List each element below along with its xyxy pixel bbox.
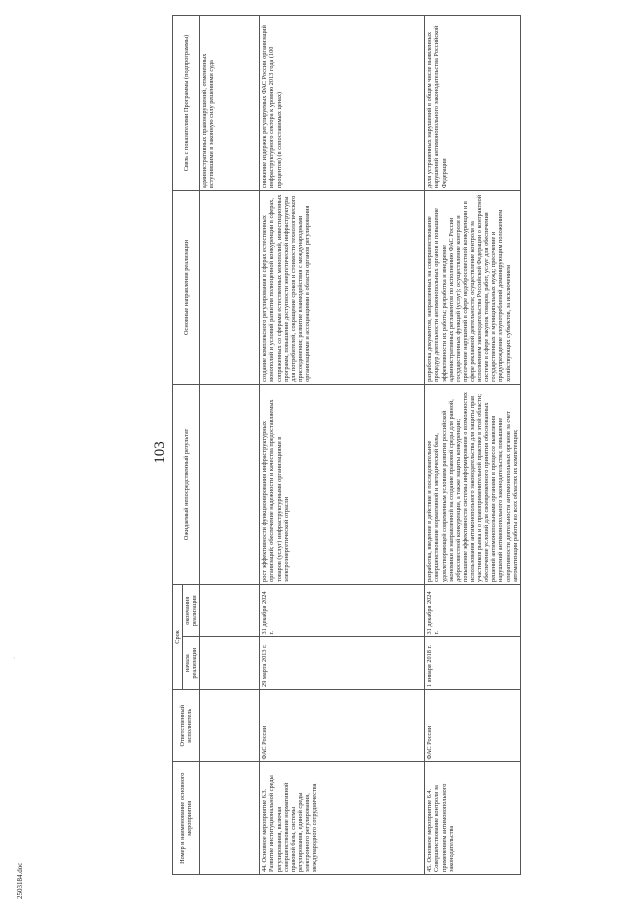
row-directions: создание комплексного регулирования в сферах естественных монополий и условий развития полноценной конкуренции в сферах, сопряженных со сферами естественных монополий, инвестиционных программ, повышение доступности энергетической инфраструктуры для потребителей, сокращение сроков и стоимости технологического присоединения; развитие взаимодействия с международными организациями и ассоциациями в области органов регулирования bbox=[260, 191, 425, 385]
table-row bbox=[260, 16, 425, 875]
header-row bbox=[173, 16, 183, 875]
scan-mark: · bbox=[12, 657, 18, 659]
header-end: окончания реализации bbox=[183, 584, 200, 637]
row-result: разработка, введение в действие и последовательное совершенствование нормативной и методической базы, удовлетворяющей современным условиям развития российской экономики и направленной на создание правовой среды для равной, добросовестной конкуренции, а также защиты конкуренции; повышение эффективности системы информирования о возможностях использования антимонопольного законодательства для защиты прав участников рынка и о правоприменительной практике в этой области; обеспечение условий для своевременного принятия обоснованных решений антимонопольными органами в процессе выявления нарушений антимонопольного законодательства; повышение оперативности деятельности антимонопольных органов за счет автоматизации работы во всех областях их компетенции; bbox=[425, 384, 520, 584]
header-no-name: Номер и наименование основного мероприятия bbox=[173, 762, 200, 875]
row-result: рост эффективности функционирования инфраструктурных организаций; обеспечение надежности и качества предоставляемых товаров (услуг) инфраструктурными организациями в электроэнергетической отрасли bbox=[260, 384, 425, 584]
page-number: 103 bbox=[152, 441, 168, 464]
header-executor: Ответственный исполнитель bbox=[173, 689, 200, 762]
row-number: 44. bbox=[261, 864, 269, 872]
header-directions: Основные направления реализации bbox=[173, 191, 200, 385]
row-indicators: снижение издержек регулируемых ФАС России организаций инфраструктурного сектора к уровню 2013 года (100 процентов) (в сопоставимых ценах) bbox=[260, 16, 425, 191]
header-result: Ожидаемый непосредственный результат bbox=[173, 384, 200, 584]
row-directions: разработка документов, направленных на совершенствование процедур деятельности антимонопольных органов и повышение эффективности их работы; разработка и внедрение административных регламентов по исполнению ФАС России государственных функций (услуг); осуществление контроля и пресечение нарушений в сфере недобросовестной конкуренции и в сфере рекламной деятельности; осуществление контроля за исполнением законодательства Российской Федерации о контрактной системе в сфере закупок товаров, работ, услуг для обеспечения государственных и муниципальных нужд; пресечение и предупреждение злоупотреблений доминирующим положением хозяйствующих субъектов, за исключением bbox=[425, 191, 520, 385]
row-end: 31 декабря 2024 г. bbox=[425, 584, 520, 637]
header-start: начала реализации bbox=[183, 637, 200, 690]
row-executor: ФАС России bbox=[425, 689, 520, 762]
continuation-row bbox=[200, 16, 260, 875]
row-number: 45. bbox=[426, 864, 434, 872]
row-title: Основное мероприятие 6.3. Развитие институциональной среды регулирования, включая совершенствование нормативной правовой базы, системы регулирования, единой среды электронного регулирования, международного сотрудничества bbox=[261, 775, 319, 872]
row-executor: ФАС России bbox=[260, 689, 425, 762]
header-indicators: Связь с показателями Программы (подпрограммы) bbox=[173, 16, 200, 191]
row-title: Основное мероприятие 6.4. Совершенствование контроля за применением антимонопольного законодательства bbox=[426, 783, 455, 872]
continuation-indicators: административных правонарушений, отмененных вступившими в законную силу решениями суда bbox=[200, 16, 260, 191]
row-indicators: доля устраненных нарушений в общем числе выявленных нарушений антимонопольного законодательства Российской Федерации bbox=[425, 16, 520, 191]
footer-code: 2503184.doc bbox=[16, 862, 24, 899]
row-start: 29 марта 2013 г. bbox=[260, 637, 425, 690]
row-name bbox=[260, 762, 425, 875]
header-term: Срок bbox=[173, 584, 183, 689]
row-name bbox=[425, 762, 520, 875]
program-table bbox=[172, 15, 521, 875]
row-end: 31 декабря 2024 г. bbox=[260, 584, 425, 637]
table-row bbox=[425, 16, 520, 875]
row-start: 1 января 2018 г. bbox=[425, 637, 520, 690]
